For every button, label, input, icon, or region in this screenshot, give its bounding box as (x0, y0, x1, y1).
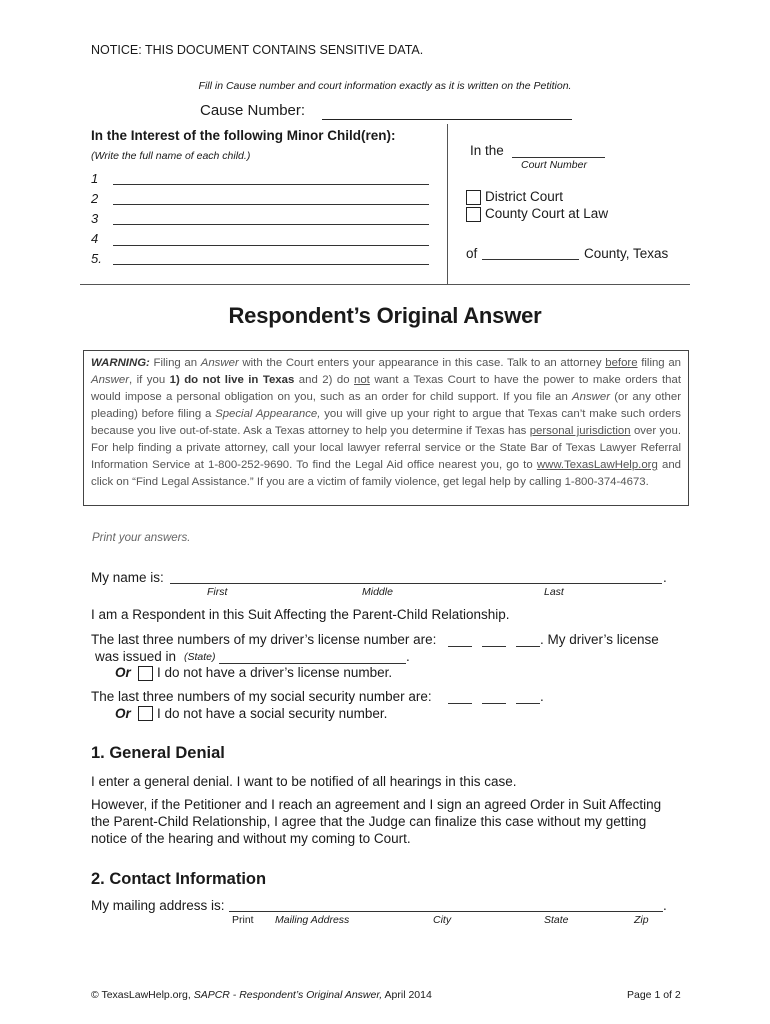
mailing-address-label: My mailing address is: (91, 898, 225, 913)
write-full-name-hint: (Write the full name of each child.) (91, 150, 251, 162)
cause-number-field[interactable] (322, 119, 572, 120)
document-title: Respondent’s Original Answer (228, 303, 542, 328)
no-ssn-label: I do not have a social security number. (157, 706, 388, 721)
footer-date: April 2014 (382, 989, 432, 1001)
name-first-hint: First (207, 586, 228, 598)
county-texas-label: County, Texas (584, 246, 669, 261)
issued-in-label: was issued in (95, 649, 177, 664)
address-hint: Mailing Address (275, 914, 350, 926)
child-number: 5. (91, 251, 102, 266)
sensitive-data-notice: NOTICE: THIS DOCUMENT CONTAINS SENSITIVE DATA. (91, 43, 424, 57)
warning-special-appearance: Special Appearance, (215, 408, 321, 420)
county-court-checkbox[interactable] (466, 207, 481, 222)
child-number: 3 (91, 211, 99, 226)
mailing-address-field[interactable] (229, 911, 663, 912)
warning-text: over you. For help finding a private attorney, call your local lawyer referral service or the State Bar of Texas Lawyer Referral Information Service at 1-800-252-9690. To find the Legal Aid office nearest you, go to (91, 425, 681, 471)
cause-number-label: Cause Number: (200, 102, 306, 119)
city-hint: City (433, 914, 452, 926)
dl-tail: . My driver’s license (540, 632, 659, 647)
contact-info-heading: 2. Contact Information (91, 870, 267, 888)
general-denial-text: I enter a general denial. I want to be notified of all hearings in this case. (91, 774, 517, 789)
warning-text: with the Court enters your appearance in this case. Talk to an attorney (238, 357, 606, 369)
no-ssn-checkbox[interactable] (138, 706, 153, 721)
ssn-digit-1[interactable] (448, 703, 472, 704)
child-number: 4 (91, 231, 99, 246)
footer-copyright (91, 989, 432, 1001)
child-number: 2 (91, 191, 99, 206)
warning-text: Filing an (149, 357, 201, 369)
ssn-label: The last three numbers of my social security number are: (91, 689, 432, 704)
warning-text: you will give up your right to argue that Texas can’t make such orders because you live out-of-state. Ask a Texas attorney to help you determine if Texas has (91, 408, 681, 437)
county-court-label: County Court at Law (485, 206, 609, 221)
issued-end-period: . (406, 649, 410, 664)
name-field[interactable] (170, 583, 662, 584)
dl-digit-1[interactable] (448, 646, 472, 647)
warning-answer-term: Answer (91, 374, 129, 386)
district-court-label: District Court (485, 189, 564, 204)
ssn-digit-3[interactable] (516, 703, 540, 704)
dl-label: The last three numbers of my driver’s license number are: (91, 632, 437, 647)
name-middle-hint: Middle (362, 586, 393, 598)
respondent-statement: I am a Respondent in this Suit Affecting the Parent-Child Relationship. (91, 607, 510, 622)
county-field[interactable] (482, 259, 579, 260)
warning-text: and 2) do (294, 374, 354, 386)
no-dl-label: I do not have a driver’s license number. (157, 665, 393, 680)
warning-label: WARNING: (91, 357, 150, 369)
warning-answer-term: Answer (572, 391, 611, 403)
warning-not-live-texas: 1) do not live in Texas (169, 374, 295, 386)
state-hint: State (544, 914, 569, 926)
no-dl-checkbox[interactable] (138, 666, 153, 681)
zip-hint: Zip (634, 914, 649, 926)
dl-digit-3[interactable] (516, 646, 540, 647)
child-name-field-1[interactable] (113, 184, 429, 185)
child-name-field-5[interactable] (113, 264, 429, 265)
footer-form-name: SAPCR - Respondent’s Original Answer, (193, 989, 383, 1001)
warning-answer-term: Answer (200, 357, 239, 369)
court-number-field[interactable] (512, 157, 605, 158)
my-name-label: My name is: (91, 570, 164, 585)
texaslawhelp-link[interactable]: www.TexasLawHelp.org (536, 459, 658, 471)
warning-personal-jurisdiction: personal jurisdiction (529, 425, 631, 437)
child-name-field-3[interactable] (113, 224, 429, 225)
agreement-line-1: However, if the Petitioner and I reach an agreement and I sign an agreed Order in Suit Affecting (91, 797, 662, 812)
or-label: Or (115, 706, 131, 721)
warning-text: want a Texas Court to have the power to make orders that would impose a personal obligation on you, such as an order for child support. If you file an (91, 374, 681, 403)
court-number-label: Court Number (521, 159, 587, 171)
in-the-label: In the (470, 143, 504, 158)
ssn-end-period: . (540, 689, 544, 704)
print-answers-hint: Print your answers. (92, 532, 191, 544)
print-hint: Print (232, 914, 254, 926)
caption-vertical-divider (447, 124, 448, 284)
agreement-line-3: notice of the hearing and without my coming to Court. (91, 831, 411, 846)
interest-heading: In the Interest of the following Minor Child(ren): (91, 128, 396, 143)
mailing-end-period: . (663, 898, 667, 913)
warning-text: and click on “Find Legal Assistance.” If you are a victim of family violence, get legal help by calling 1-800-374-4673. (91, 459, 681, 488)
or-label: Or (115, 665, 131, 680)
warning-box (83, 350, 689, 506)
district-court-checkbox[interactable] (466, 190, 481, 205)
warning-text: , if you (128, 374, 170, 386)
name-last-hint: Last (544, 586, 564, 598)
child-number: 1 (91, 171, 99, 186)
general-denial-heading: 1. General Denial (91, 744, 225, 762)
ssn-digit-2[interactable] (482, 703, 506, 704)
fill-instruction: Fill in Cause number and court information exactly as it is written on the Petition. (198, 80, 572, 92)
name-end-period: . (663, 570, 667, 585)
agreement-line-2: the Parent-Child Relationship, I agree that the Judge can finalize this case without my getting (91, 814, 647, 829)
warning-before-term: before (605, 357, 638, 369)
state-hint: (State) (184, 651, 216, 663)
caption-horizontal-divider (80, 284, 690, 285)
warning-text: (or any other pleading) before filing a (91, 391, 681, 420)
warning-not-term: not (354, 374, 370, 386)
dl-digit-2[interactable] (482, 646, 506, 647)
footer-prefix: © TexasLawHelp.org, (91, 989, 194, 1001)
child-name-field-4[interactable] (113, 245, 429, 246)
dl-state-field[interactable] (219, 663, 406, 664)
of-label: of (466, 246, 478, 261)
child-name-field-2[interactable] (113, 204, 429, 205)
page-number: Page 1 of 2 (627, 989, 681, 1001)
warning-text: filing an (637, 357, 681, 369)
